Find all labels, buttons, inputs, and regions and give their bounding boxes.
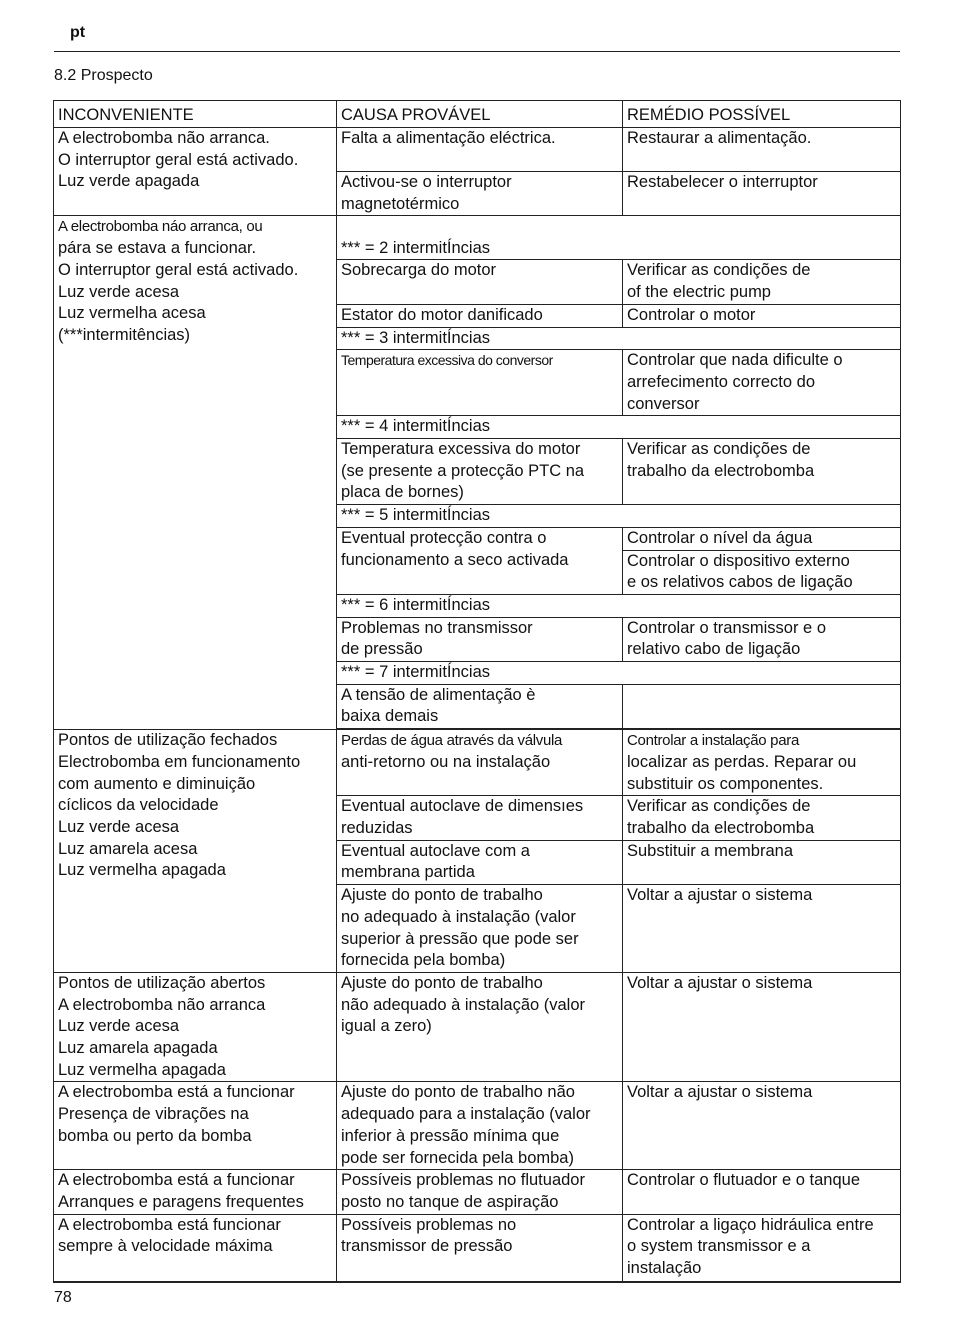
problem-cell: Pontos de utilização abertos A electrobomba não arranca Luz verde acesa Luz amarela apagada Luz vermelha apagada (54, 972, 337, 1082)
problem-cell: A electrobomba náo arranca, ou pára se estava a funcionar. O interruptor geral está activado. Luz verde acesa Luz vermelha acesa (***intermitências) (54, 216, 337, 730)
blink-code-label: *** = 6 intermitÍncias (337, 594, 901, 617)
cause-cell: Eventual autoclave com a membrana partida (337, 840, 623, 884)
cause-cell: Problemas no transmissor de pressão (337, 617, 623, 661)
cause-cell: Possíveis problemas no flutuador posto no tanque de aspiração (337, 1170, 623, 1214)
cause-cell: Possíveis problemas no transmissor de pressão (337, 1214, 623, 1282)
remedy-cell: Verificar as condições de trabalho da electrobomba (623, 796, 901, 840)
remedy-cell (623, 684, 901, 728)
blink-code-label: *** = 2 intermitÍncias (337, 216, 901, 260)
remedy-cell: Voltar a ajustar o sistema (623, 972, 901, 1082)
remedy-cell: Verificar as condições de of the electric pump (623, 260, 901, 304)
cause-cell: Sobrecarga do motor (337, 260, 623, 304)
remedy-cell: Controlar o transmissor e o relativo cabo de ligação (623, 617, 901, 661)
header-cause: CAUSA PROVÁVEL (337, 101, 623, 128)
table-row (54, 1214, 901, 1282)
table-row (54, 730, 901, 796)
header-problem: INCONVENIENTE (54, 101, 337, 128)
table-row (54, 128, 901, 172)
remedy-cell: Restaurar a alimentação. (623, 128, 901, 172)
cause-cell: Eventual autoclave de dimensıes reduzidas (337, 796, 623, 840)
remedy-cell: Voltar a ajustar o sistema (623, 885, 901, 973)
blink-code-label: *** = 3 intermitÍncias (337, 327, 901, 350)
remedy-cell: Substituir a membrana (623, 840, 901, 884)
troubleshooting-table (53, 100, 901, 1283)
blink-code-row (54, 216, 901, 260)
problem-cell: Pontos de utilização fechados Electrobomba em funcionamento com aumento e diminuição cíclicos da velocidade Luz verde acesa Luz amarela acesa Luz vermelha apagada (54, 730, 337, 973)
table-row (54, 972, 901, 1082)
header-rule (54, 51, 900, 52)
cause-cell: A tensão de alimentação è baixa demais (337, 684, 623, 728)
cause-cell: Temperatura excessiva do motor (se presente a protecção PTC na placa de bornes) (337, 439, 623, 505)
cause-cell: Ajuste do ponto de trabalho não adequado para a instalação (valor inferior à pressão mínima que pode ser fornecida pela bomba) (337, 1082, 623, 1170)
language-code: pt (70, 24, 86, 41)
remedy-cell: Verificar as condições de trabalho da electrobomba (623, 439, 901, 505)
cause-cell: Eventual protecção contra o funcionamento a seco activada (337, 527, 623, 594)
cause-cell: Temperatura excessiva do conversor (337, 350, 623, 416)
cause-cell: Estator do motor danificado (337, 304, 623, 327)
problem-cell: A electrobomba não arranca. O interruptor geral está activado. Luz verde apagada (54, 128, 337, 216)
cause-cell: Perdas de água através da válvula anti-retorno ou na instalação (337, 730, 623, 796)
section-title: 8.2 Prospecto (54, 67, 153, 84)
problem-cell: A electrobomba está a funcionar Presença de vibrações na bomba ou perto da bomba (54, 1082, 337, 1170)
remedy-cell: Controlar o dispositivo externo e os relativos cabos de ligação (623, 550, 901, 594)
blink-code-label: *** = 7 intermitÍncias (337, 662, 901, 685)
remedy-cell: Controlar a instalação para localizar as perdas. Reparar ou substituir os componentes. (623, 730, 901, 796)
remedy-cell: Controlar o nível da água (623, 527, 901, 550)
table-row (54, 1170, 901, 1214)
cause-cell: Ajuste do ponto de trabalho não adequado à instalação (valor igual a zero) (337, 972, 623, 1082)
page-number: 78 (54, 1289, 72, 1306)
cause-cell: Falta a alimentação eléctrica. (337, 128, 623, 172)
header-remedy: REMÉDIO POSSÍVEL (623, 101, 901, 128)
remedy-cell: Controlar que nada dificulte o arrefecimento correcto do conversor (623, 350, 901, 416)
blink-code-label: *** = 4 intermitÍncias (337, 416, 901, 439)
remedy-cell: Controlar o motor (623, 304, 901, 327)
cause-cell: Ajuste do ponto de trabalho no adequado à instalação (valor superior à pressão que pode ser fornecida pela bomba) (337, 885, 623, 973)
remedy-cell: Voltar a ajustar o sistema (623, 1082, 901, 1170)
problem-cell: A electrobomba está funcionar sempre à velocidade máxima (54, 1214, 337, 1282)
blink-code-label: *** = 5 intermitÍncias (337, 505, 901, 528)
cause-cell: Activou-se o interruptor magnetotérmico (337, 172, 623, 216)
table-header-row (54, 101, 901, 128)
remedy-cell: Restabelecer o interruptor (623, 172, 901, 216)
remedy-cell: Controlar o flutuador e o tanque (623, 1170, 901, 1214)
remedy-cell: Controlar a ligaço hidráulica entre o system transmissor e a instalação (623, 1214, 901, 1282)
problem-cell: A electrobomba está a funcionar Arranques e paragens frequentes (54, 1170, 337, 1214)
table-row (54, 1082, 901, 1170)
